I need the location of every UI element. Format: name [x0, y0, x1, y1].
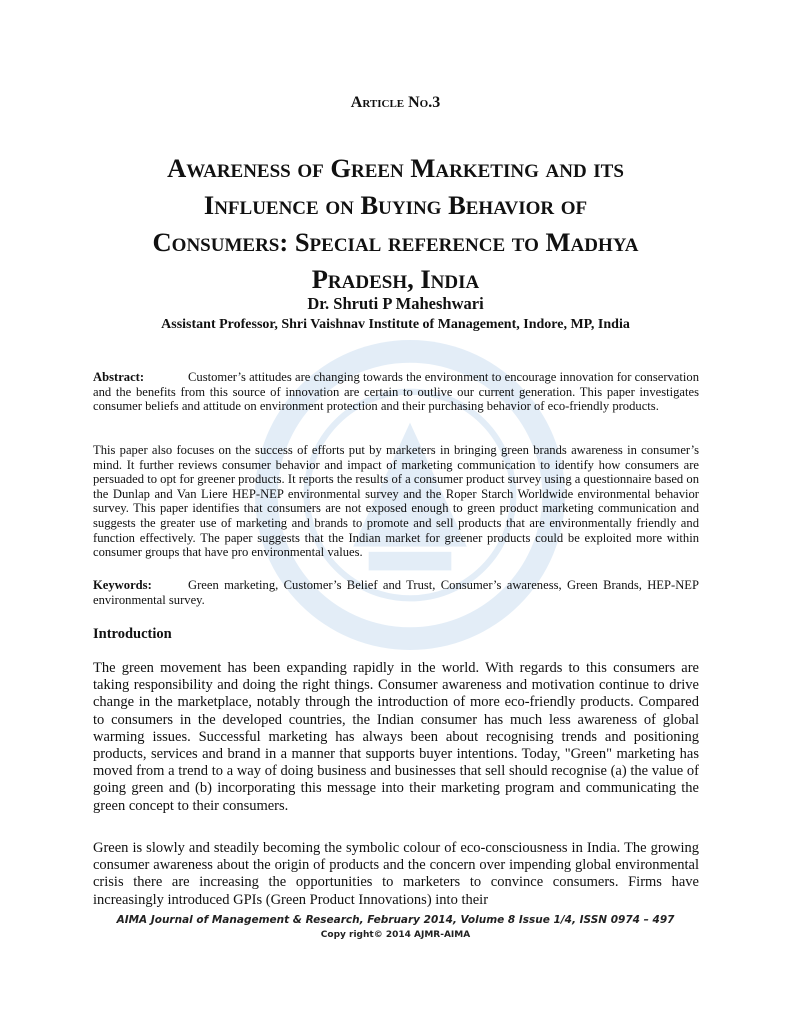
introduction-paragraph-2: Green is slowly and steadily becoming the symbolic colour of eco-consciousness in India. The growing consumer awareness about the origin of products and the concern over impending global environmental crisis there are increasing the opportunities to marketers to convince consumers. Firms have increasingly introduced GPIs (Green Product Innovations) into their — [93, 840, 699, 908]
introduction-paragraph-1: The green movement has been expanding rapidly in the world. With regards to this consumers are taking responsibility and doing the right things. Consumer awareness and motivation continue to drive change in the marketplace, notably through the introduction of more eco-friendly products. Compared to consumers in the developed countries, the Indian consumer has much less awareness of global warming issues. Successful marketing has always been about recognising trends and positioning products, services and brand in a manner that supports buyer intentions. Today, "Green" marketing has moved from a trend to a way of doing business and businesses that sell should recognise (a) the value of going green and (b) incorporating this message into their marketing program and communicating the green concept to their consumers. — [93, 660, 699, 814]
title-line-3: Consumers: Special reference to Madhya — [152, 227, 639, 257]
keywords-label: Keywords: — [93, 578, 152, 592]
article-number: Article No.3 — [350, 94, 441, 111]
keywords-text: Green marketing, Customer’s Belief and Trust, Consumer’s awareness, Green Brands, HEP-NEP environmental survey. — [93, 578, 699, 607]
title-line-2: Influence on Buying Behavior of — [203, 190, 588, 220]
author-affiliation: Assistant Professor, Shri Vaishnav Institute of Management, Indore, MP, India — [161, 317, 630, 332]
title-line-4: Pradesh, India — [311, 264, 480, 294]
author-name: Dr. Shruti P Maheshwari — [307, 294, 484, 313]
introduction-heading: Introduction — [93, 626, 172, 642]
footer-journal-citation: AIMA Journal of Management & Research, February 2014, Volume 8 Issue 1/4, ISSN 0974 – 497 — [0, 914, 791, 926]
article-title — [80, 150, 711, 298]
abstract-text-1: Customer’s attitudes are changing towards the environment to encourage innovation for conservation and the benefits from this source of innovation are certain to outlive our current generation. This paper investigates consumer beliefs and attitude on environment protection and their purchasing behavior of eco-friendly products. — [93, 370, 699, 414]
abstract-paragraph-1 — [93, 370, 699, 414]
abstract-label: Abstract: — [93, 370, 145, 384]
abstract-paragraph-2: This paper also focuses on the success of efforts put by marketers in bringing green brands awareness in consumer’s mind. It further reviews consumer behavior and impact of marketing communication to identify how consumers are persuaded to opt for greener products. It reports the results of a consumer product survey using a questionnaire based on the Dunlap and Van Liere HEP-NEP environmental survey and the Roper Starch Worldwide environmental behavior survey. This paper identifies that consumers are not exposed enough to green product marketing communication and suggests the greater use of marketing and brands to promote and sell products that are environmentally friendly and function effectively. The paper suggests that the Indian market for greener products could be exploited more within consumer groups that have pro environmental values. — [93, 443, 699, 560]
keywords-paragraph — [93, 578, 699, 607]
footer-copyright: Copy right© 2014 AJMR-AIMA — [320, 930, 471, 940]
title-line-1: Awareness of Green Marketing and its — [167, 153, 624, 183]
